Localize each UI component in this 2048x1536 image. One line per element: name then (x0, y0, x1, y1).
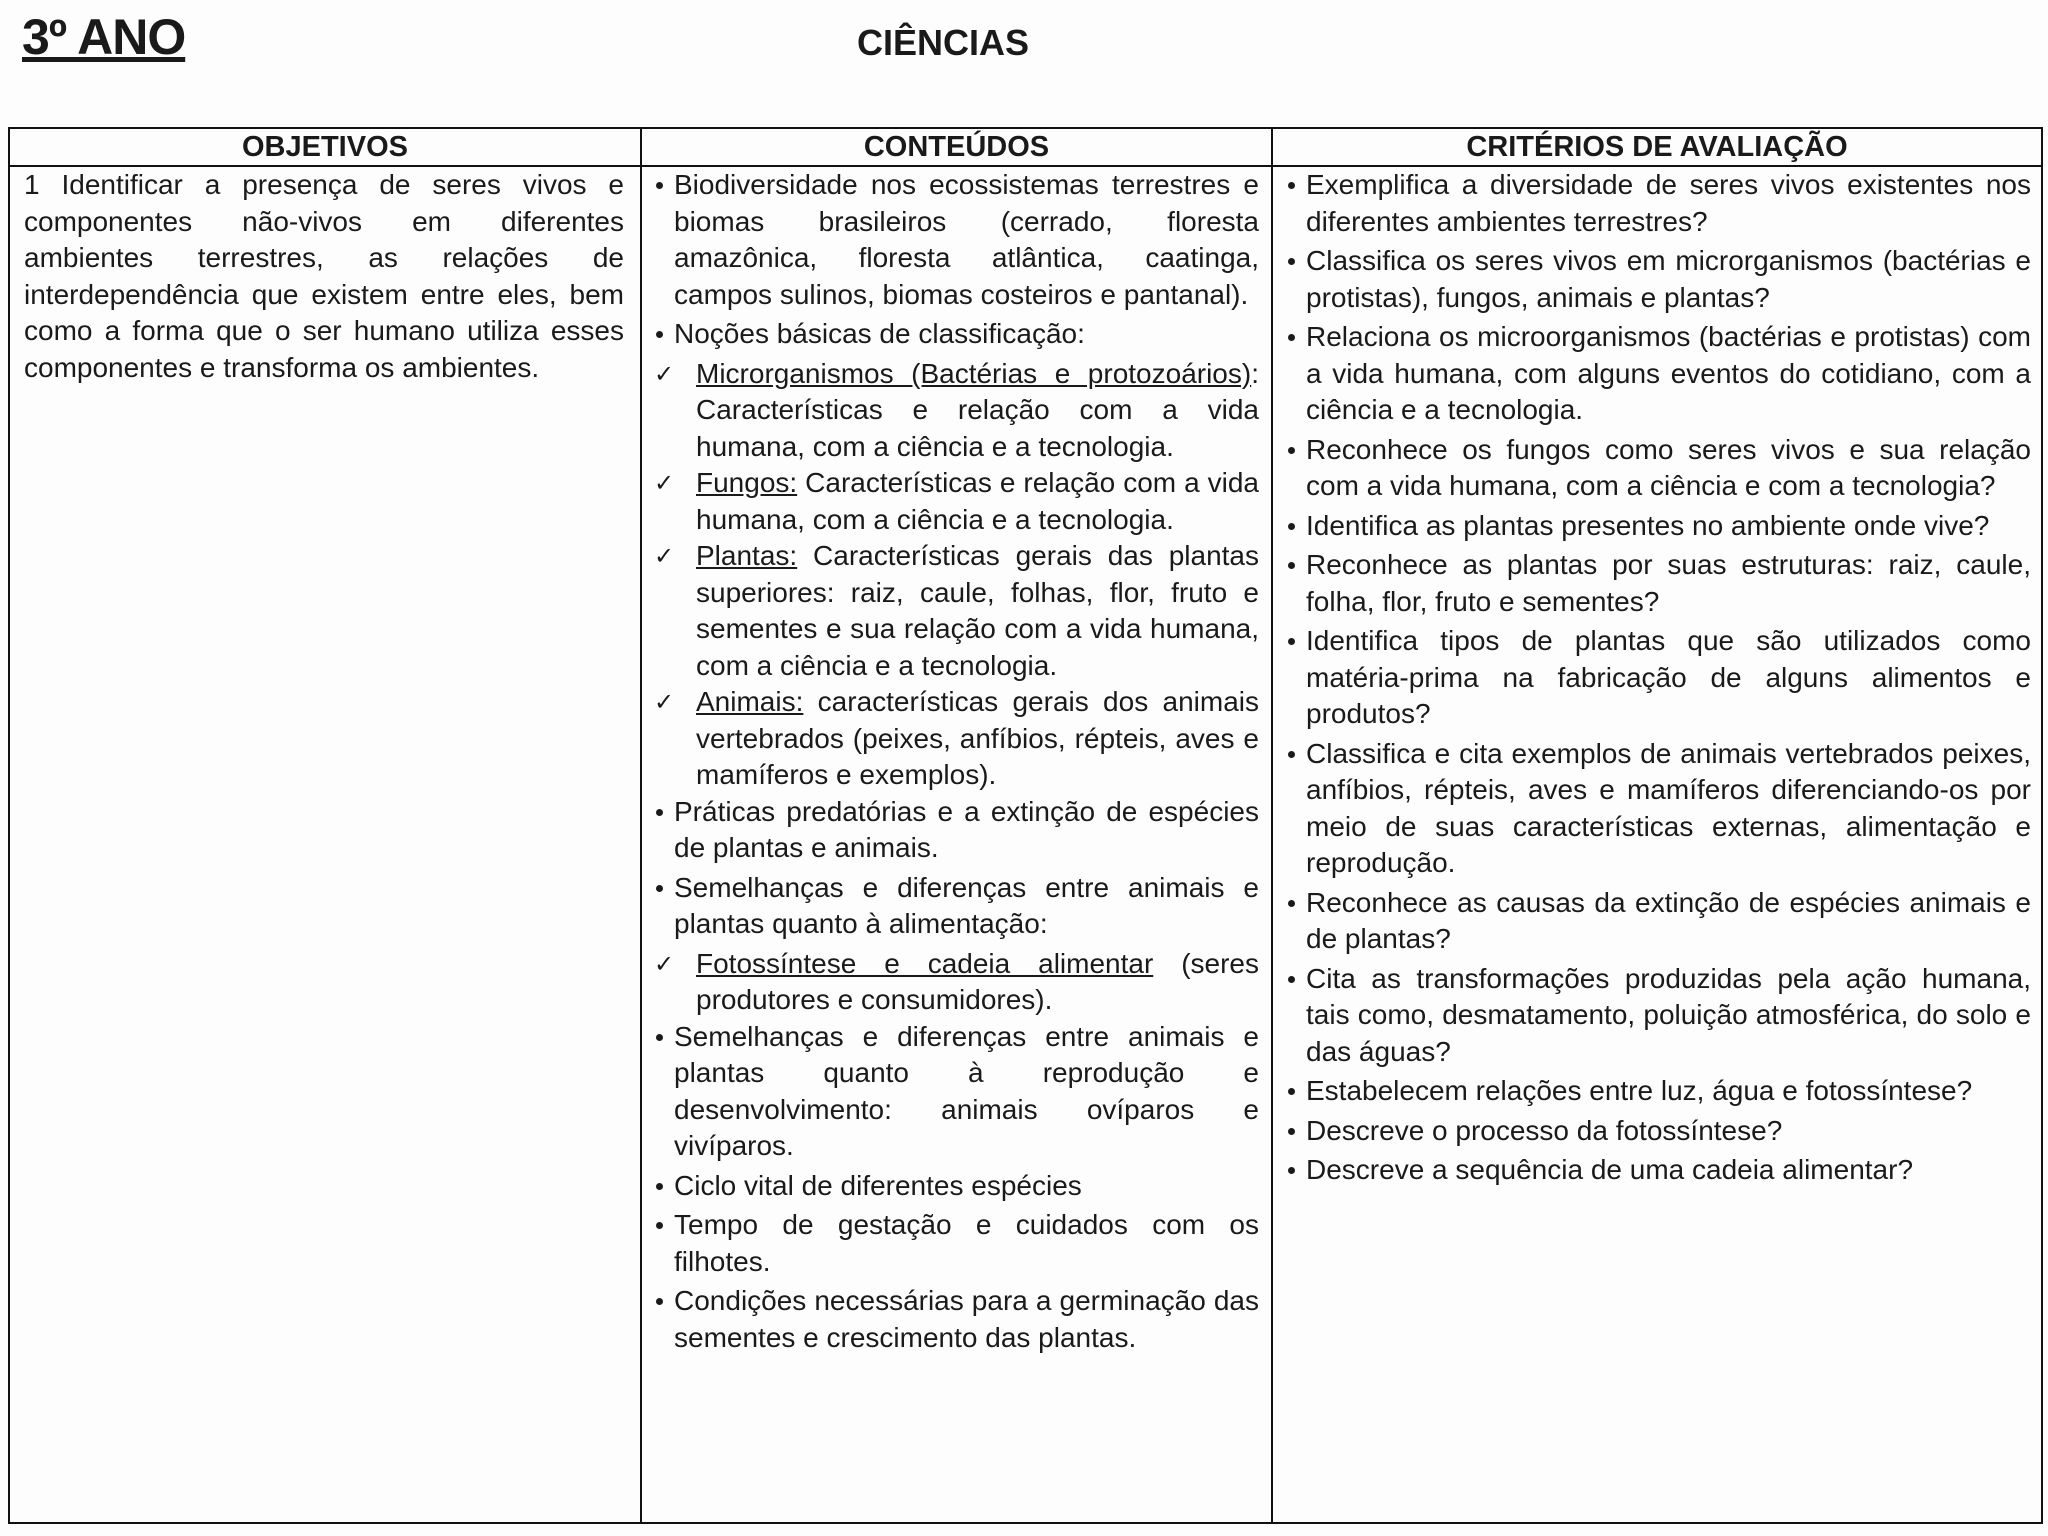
conteudo-topic-label: Fotossíntese e cadeia alimentar (696, 947, 1154, 979)
checkmark-icon: ✓ (654, 359, 675, 388)
conteudo-bullet-item: Biodiversidade nos ecossistemas terrestres e biomas brasileiros (cerrado, floresta amazônica, floresta atlântica, caatinga, campos sulinos, biomas costeiros e pantanal). (652, 167, 1259, 313)
checkmark-icon: ✓ (654, 688, 675, 716)
conteudo-bullet-item: Condições necessárias para a germinação das sementes e crescimento das plantas. (652, 1283, 1259, 1356)
conteudo-topic-text: Características gerais das plantas superiores: raiz, caule, folhas, flor, fruto e sementes e sua relação com a vida humana, com a ciência e a tecnologia. (696, 540, 1259, 681)
objetivos-cell (10, 167, 642, 1522)
criterio-item: Classifica os seres vivos em microrganismos (bactérias e protistas), fungos, animais e plantas? (1284, 243, 2031, 316)
subject-title: CIÊNCIAS (856, 22, 1030, 63)
criterio-item: Exemplifica a diversidade de seres vivos existentes nos diferentes ambientes terrestres? (1284, 167, 2031, 240)
criterio-item: Relaciona os microorganismos (bactérias e protistas) com a vida humana, com alguns eventos do cotidiano, com a ciência e a tecnologia. (1284, 319, 2031, 429)
conteudo-check-item (652, 465, 1259, 538)
conteudo-topic-label: Microrganismos (Bactérias e protozoários) (696, 357, 1252, 389)
criterios-list (1284, 167, 2031, 1189)
conteudo-topic-text: (seres produtores e consumidores). (696, 947, 1259, 1015)
conteudos-cell (642, 167, 1273, 1522)
conteudo-check-item (652, 684, 1259, 794)
conteudo-bullet-item: Noções básicas de classificação: (652, 316, 1259, 353)
checkmark-icon: ✓ (654, 949, 675, 978)
conteudo-bullet-item: Práticas predatórias e a extinção de espécies de plantas e animais. (652, 794, 1259, 867)
grade-title: 3º ANO (22, 9, 186, 65)
conteudo-topic-separator: : (1251, 357, 1259, 389)
criterio-item: Reconhece os fungos como seres vivos e sua relação com a vida humana, com a ciência e com a tecnologia? (1284, 432, 2031, 505)
conteudo-topic-text: Características e relação com a vida humana, com a ciência e a tecnologia. (696, 394, 1259, 462)
conteudo-bullet-item: Semelhanças e diferenças entre animais e plantas quanto à reprodução e desenvolvimento: animais ovíparos e vivíparos. (652, 1019, 1259, 1165)
checkmark-icon: ✓ (654, 542, 675, 570)
conteudo-topic-label: Plantas: (696, 540, 798, 571)
criterio-item: Descreve a sequência de uma cadeia alimentar? (1284, 1152, 2031, 1189)
criterio-item: Identifica as plantas presentes no ambiente onde vive? (1284, 508, 2031, 545)
conteudo-topic-text: Características e relação com a vida humana, com a ciência e a tecnologia. (696, 467, 1259, 535)
conteudo-topic-text: características gerais dos animais vertebrados (peixes, anfíbios, répteis, aves e mamíferos e exemplos). (696, 686, 1259, 790)
objetivos-text: 1 Identificar a presença de seres vivos e componentes não-vivos em diferentes ambientes terrestres, as relações de interdependência que existem entre eles, bem como a forma que o ser humano utiliza esses componentes e transforma os ambientes. (24, 169, 624, 383)
table-header-row (10, 129, 2041, 167)
criterio-item: Reconhece as plantas por suas estruturas: raiz, caule, folha, flor, fruto e sementes? (1284, 547, 2031, 620)
header-conteudos: CONTEÚDOS (642, 129, 1273, 165)
header-objetivos: OBJETIVOS (10, 129, 642, 165)
checkmark-icon: ✓ (654, 469, 675, 497)
table-body-row (10, 167, 2041, 1522)
conteudo-bullet-item: Tempo de gestação e cuidados com os filhotes. (652, 1207, 1259, 1280)
conteudo-topic-label: Animais: (696, 686, 804, 717)
criterio-item: Cita as transformações produzidas pela ação humana, tais como, desmatamento, poluição atmosférica, do solo e das águas? (1284, 961, 2031, 1071)
criterio-item: Estabelecem relações entre luz, água e fotossíntese? (1284, 1073, 2031, 1110)
criterio-item: Reconhece as causas da extinção de espécies animais e de plantas? (1284, 885, 2031, 958)
curriculum-table (8, 127, 2043, 1524)
conteudo-topic-label: Fungos: (696, 467, 798, 498)
conteudo-bullet-item: Semelhanças e diferenças entre animais e plantas quanto à alimentação: (652, 870, 1259, 943)
criterio-item: Classifica e cita exemplos de animais vertebrados peixes, anfíbios, répteis, aves e mamíferos diferenciando-os por meio de suas características externas, alimentação e reprodução. (1284, 736, 2031, 882)
conteudo-check-item (652, 946, 1259, 1019)
conteudos-list (652, 167, 1259, 1356)
criterio-item: Descreve o processo da fotossíntese? (1284, 1113, 2031, 1150)
criterios-cell (1273, 167, 2041, 1522)
header-criterios: CRITÉRIOS DE AVALIAÇÃO (1466, 131, 1848, 163)
conteudo-check-item (652, 538, 1259, 684)
conteudo-check-item (652, 356, 1259, 466)
criterio-item: Identifica tipos de plantas que são utilizados como matéria-prima na fabricação de alguns alimentos e produtos? (1284, 623, 2031, 733)
conteudo-bullet-item: Ciclo vital de diferentes espécies (652, 1168, 1259, 1205)
